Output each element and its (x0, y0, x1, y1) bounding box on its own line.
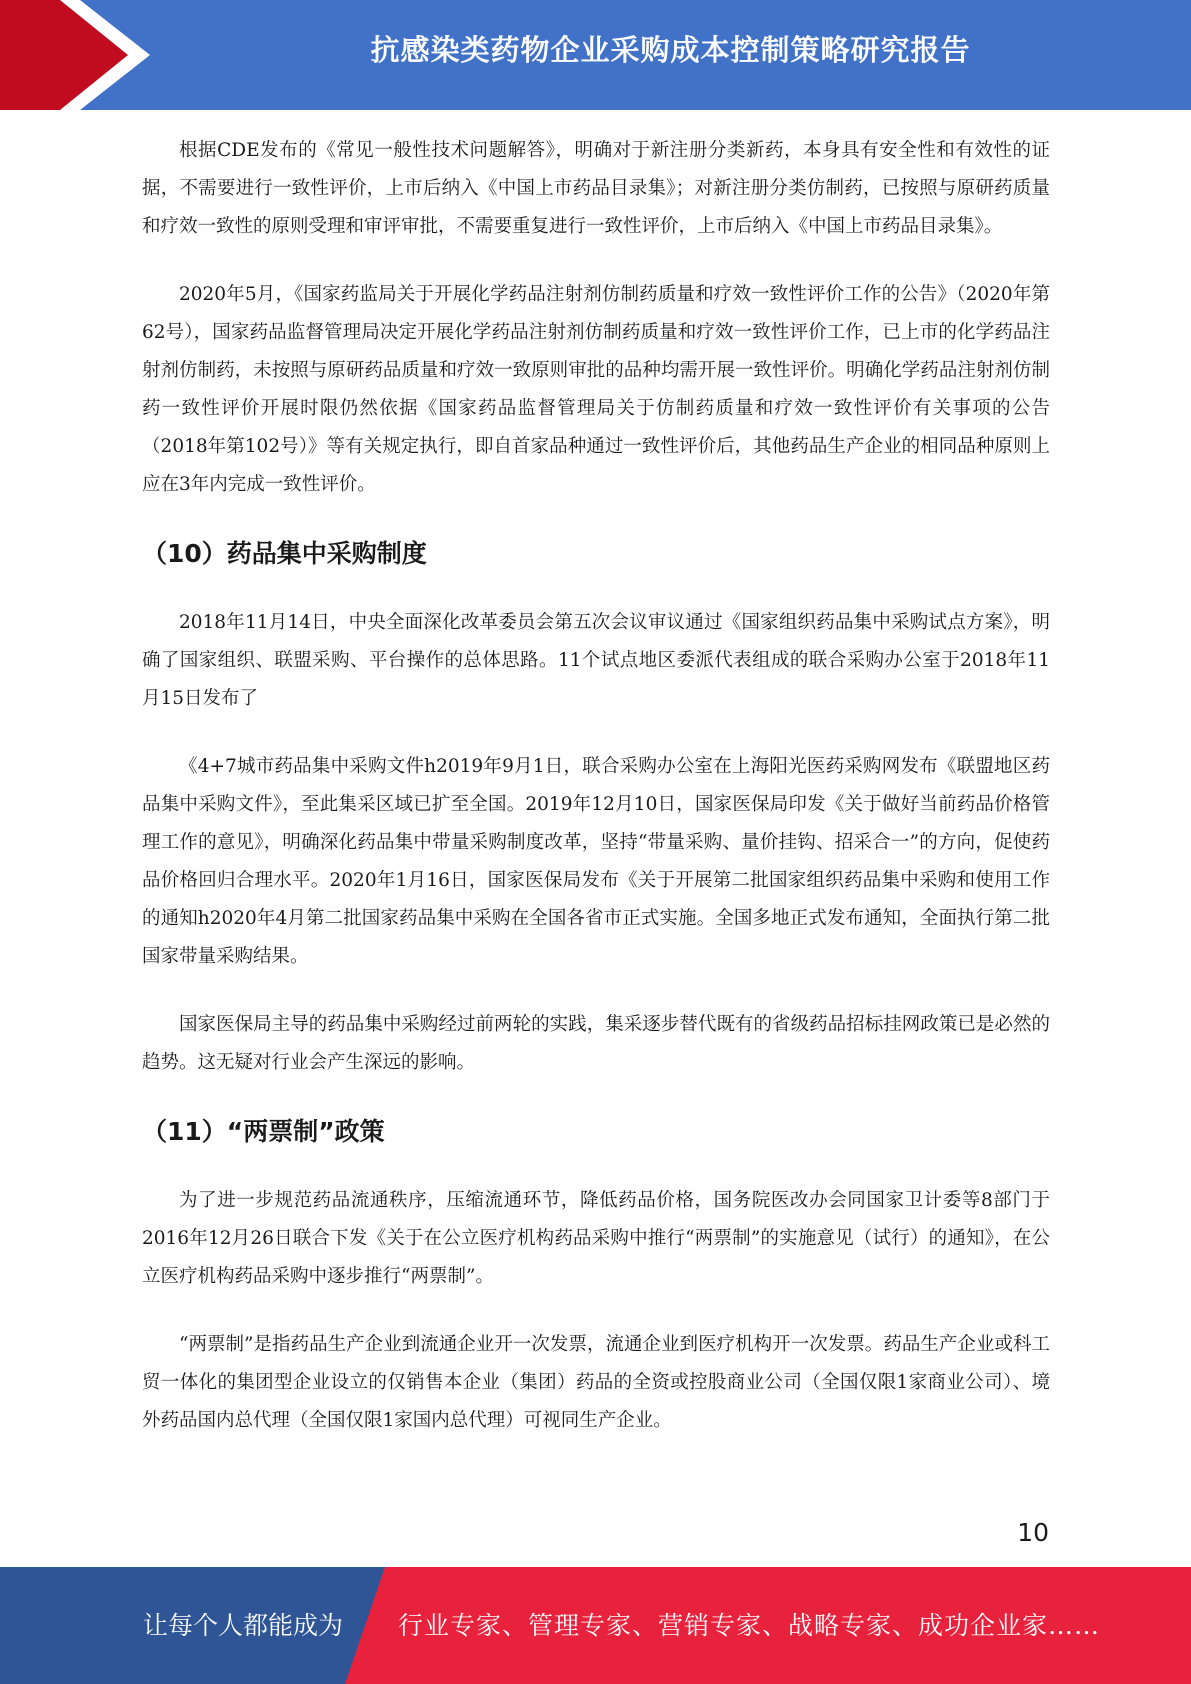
section-heading-11: （11）“两票制”政策 (142, 1117, 385, 1146)
header-arrow-decoration (0, 0, 160, 110)
paragraph-cde: 根据CDE发布的《常见一般性技术问题解答》，明确对于新注册分类新药，本身具有安全性和有效性的证据，不需要进行一致性评价，上市后纳入《中国上市药品目录集》；对新注册分类仿制药，已按照与原研药质量和疗效一致性的原则受理和审评审批，不需要重复进行一致性评价，上市后纳入《中国上市药品目录集》。 (142, 140, 1050, 237)
page-number: 10 (1017, 1518, 1049, 1547)
page-header (0, 0, 1191, 110)
paragraph-2018-pilot: 2018年11月14日，中央全面深化改革委员会第五次会议审议通过《国家组织药品集中采购试点方案》，明确了国家组织、联盟采购、平台操作的总体思路。11个试点地区委派代表组成的联合采购办公室于2018年11月15日发布了 (142, 612, 1050, 709)
report-title: 抗感染类药物企业采购成本控制策略研究报告 (370, 33, 971, 67)
paragraph-4plus7: 《4+7城市药品集中采购文件h2019年9月1日，联合采购办公室在上海阳光医药采购网发布《联盟地区药品集中采购文件》，至此集采区域已扩至全国。2019年12月10日，国家医保局印发《关于做好当前药品价格管理工作的意见》，明确深化药品集中带量采购制度改革，坚持“带量采购、量价挂钩、招采合一”的方向，促使药品价格回归合理水平。2020年1月16日，国家医保局发布《关于开展第二批国家组织药品集中采购和使用工作的通知h2020年4月第二批国家药品集中采购在全国各省市正式实施。全国多地正式发布通知，全面执行第二批国家带量采购结果。 (142, 756, 1050, 967)
page-footer (0, 1567, 1191, 1684)
footer-slogan-right: 行业专家、管理专家、营销专家、战略专家、成功企业家…… (398, 1611, 1101, 1640)
paragraph-2020-notice: 2020年5月，《国家药监局关于开展化学药品注射剂仿制药质量和疗效一致性评价工作的公告》（2020年第62号），国家药品监督管理局决定开展化学药品注射剂仿制药质量和疗效一致性评价工作，已上市的化学药品注射剂仿制药，未按照与原研药品质量和疗效一致原则审批的品种均需开展一致性评价。明确化学药品注射剂仿制药一致性评价开展时限仍然依据《国家药品监督管理局关于仿制药质量和疗效一致性评价有关事项的公告（2018年第102号）》等有关规定执行，即自首家品种通过一致性评价后，其他药品生产企业的相同品种原则上应在3年内完成一致性评价。 (142, 284, 1050, 495)
paragraph-two-invoice-policy: 为了进一步规范药品流通秩序，压缩流通环节，降低药品价格，国务院医改办会同国家卫计委等8部门于2016年12月26日联合下发《关于在公立医疗机构药品采购中推行“两票制”的实施意见（试行）的通知》，在公立医疗机构药品采购中逐步推行“两票制”。 (142, 1190, 1050, 1287)
main-content (142, 132, 1050, 1470)
footer-slogan-left: 让每个人都能成为 (143, 1611, 344, 1640)
section-heading-10: （10）药品集中采购制度 (142, 539, 427, 568)
paragraph-two-invoice-definition: “两票制”是指药品生产企业到流通企业开一次发票，流通企业到医疗机构开一次发票。药品生产企业或科工贸一体化的集团型企业设立的仅销售本企业（集团）药品的全资或控股商业公司（全国仅限1家商业公司）、境外药品国内总代理（全国仅限1家国内总代理）可视同生产企业。 (142, 1334, 1050, 1431)
paragraph-collective-trend: 国家医保局主导的药品集中采购经过前两轮的实践，集采逐步替代既有的省级药品招标挂网政策已是必然的趋势。这无疑对行业会产生深远的影响。 (142, 1014, 1050, 1073)
